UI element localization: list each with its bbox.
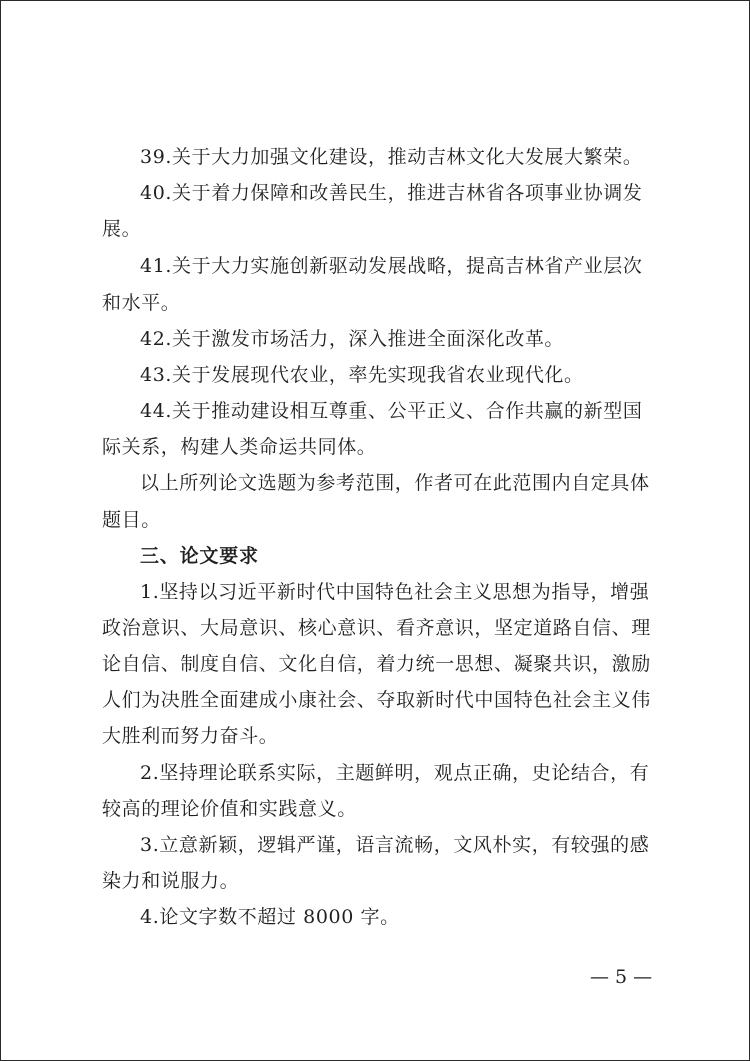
text-line-scope-note-cont: 题目。 — [102, 509, 161, 531]
page-number: — 5 — — [590, 966, 653, 988]
text-line-req-1-cont-2: 论自信、制度自信、文化自信，着力统一思想、凝聚共识，激励 — [102, 653, 651, 675]
text-line-topic-40-cont: 展。 — [102, 218, 142, 240]
text-line-topic-39: 39.关于大力加强文化建设，推动吉林文化大发展大繁荣。 — [140, 146, 643, 168]
text-line-req-2-cont: 较高的理论价值和实践意义。 — [102, 798, 357, 820]
text-line-topic-43: 43.关于发展现代农业，率先实现我省农业现代化。 — [140, 364, 584, 386]
text-line-req-3: 3.立意新颖，逻辑严谨，语言流畅，文风朴实，有较强的感 — [140, 834, 650, 856]
text-line-req-1-cont-1: 政治意识、大局意识、核心意识、看齐意识，坚定道路自信、理 — [102, 617, 651, 639]
text-line-req-3-cont: 染力和说服力。 — [102, 870, 240, 892]
text-line-topic-41-cont: 和水平。 — [102, 292, 181, 314]
text-line-topic-44: 44.关于推动建设相互尊重、公平正义、合作共赢的新型国 — [140, 400, 643, 422]
text-line-topic-42: 42.关于激发市场活力，深入推进全面深化改革。 — [140, 328, 565, 350]
text-line-req-4: 4.论文字数不超过 8000 字。 — [140, 906, 400, 928]
text-line-topic-44-cont: 际关系，构建人类命运共同体。 — [102, 436, 377, 458]
text-line-topic-40: 40.关于着力保障和改善民生，推进吉林省各项事业协调发 — [140, 182, 643, 204]
section-heading-requirements: 三、论文要求 — [140, 545, 259, 567]
text-line-req-1-cont-4: 大胜利而努力奋斗。 — [102, 725, 279, 747]
text-line-req-2: 2.坚持理论联系实际，主题鲜明，观点正确，史论结合，有 — [140, 762, 650, 784]
text-line-scope-note: 以上所列论文选题为参考范围，作者可在此范围内自定具体 — [140, 472, 650, 494]
text-line-req-1: 1.坚持以习近平新时代中国特色社会主义思想为指导，增强 — [140, 581, 650, 603]
text-line-topic-41: 41.关于大力实施创新驱动发展战略，提高吉林省产业层次 — [140, 255, 643, 277]
text-line-req-1-cont-3: 人们为决胜全面建成小康社会、夺取新时代中国特色社会主义伟 — [102, 689, 651, 711]
